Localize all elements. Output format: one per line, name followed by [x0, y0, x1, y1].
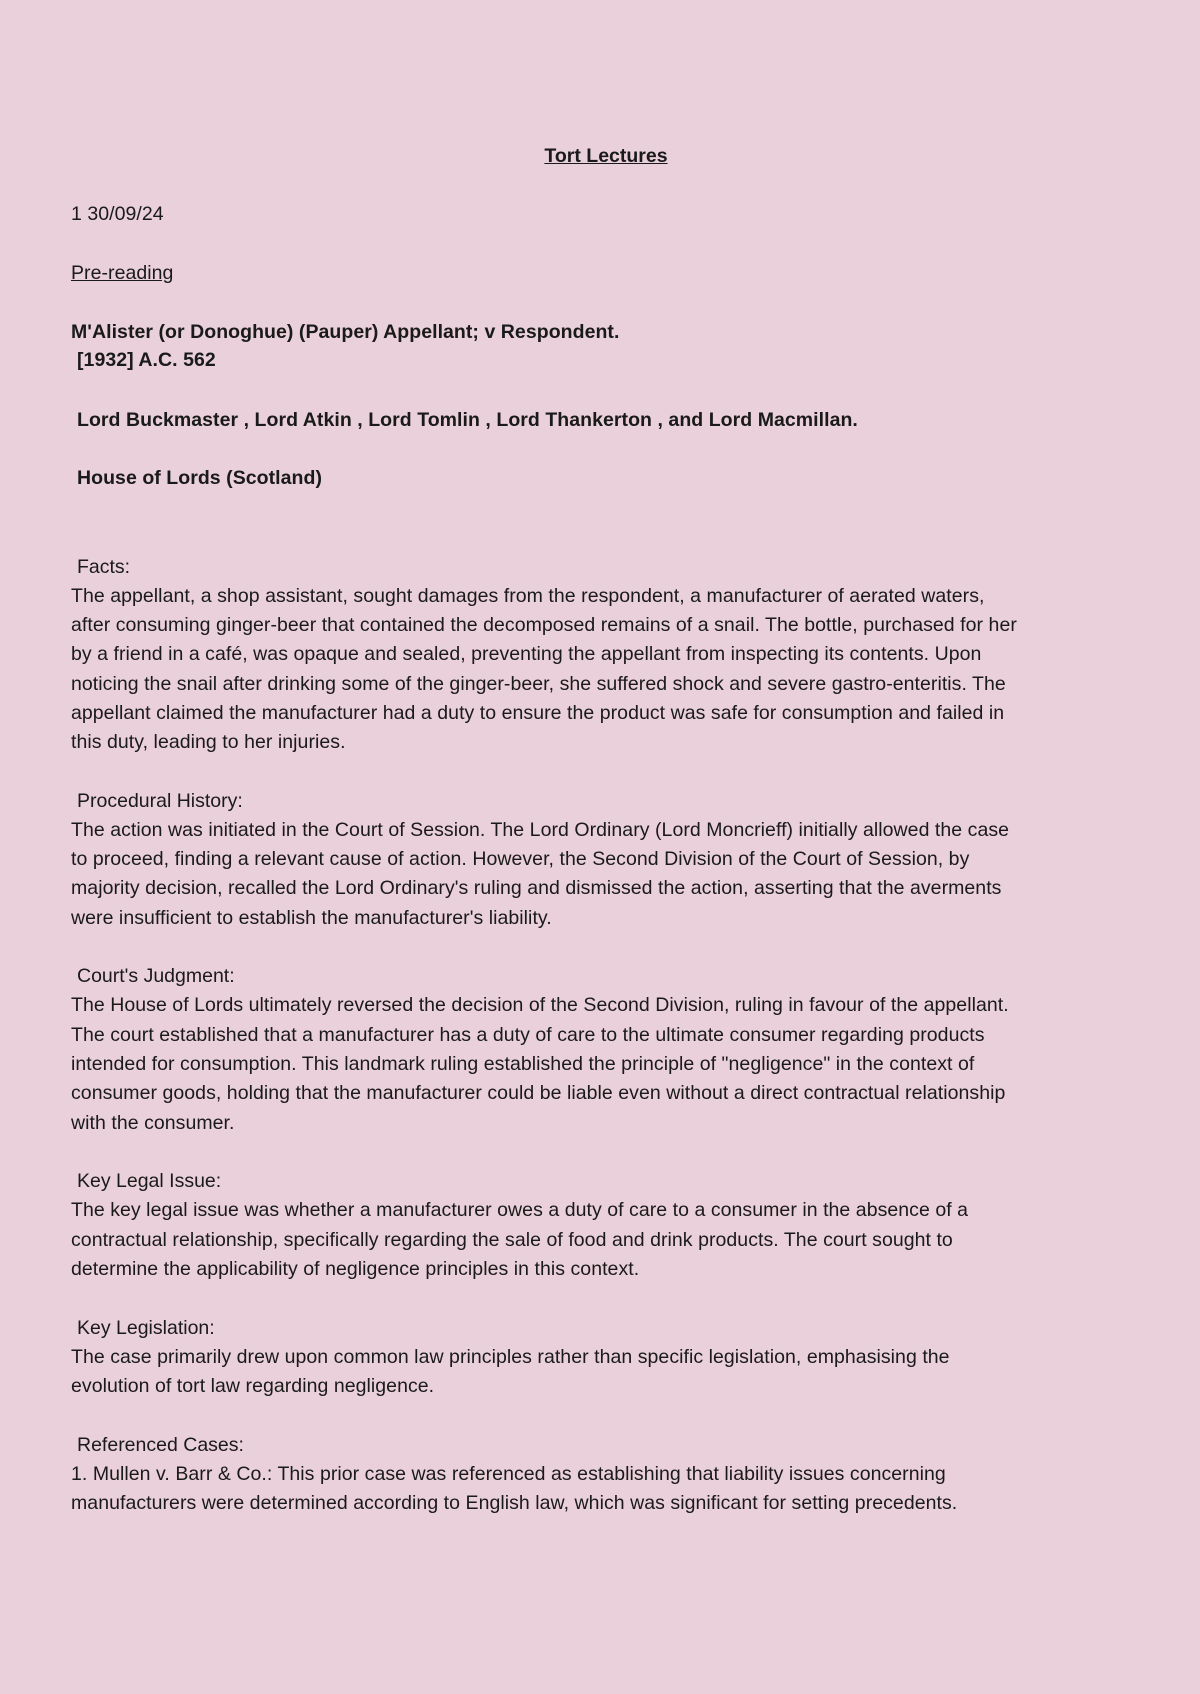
referenced-cases-line: 1. Mullen v. Barr & Co.: This prior case was referenced as establishing that liability issues concerning — [71, 1463, 946, 1485]
courts-judgment-heading: Court's Judgment: — [77, 965, 235, 987]
key-legal-issue-line: determine the applicability of negligence principles in this context. — [71, 1258, 640, 1280]
procedural-history-line: were insufficient to establish the manufacturer's liability. — [71, 907, 552, 929]
facts-line: The appellant, a shop assistant, sought damages from the respondent, a manufacturer of aerated waters, — [71, 585, 985, 607]
referenced-cases-line: manufacturers were determined according to English law, which was significant for setting precedents. — [71, 1492, 958, 1514]
lecture-date: 1 30/09/24 — [71, 203, 164, 225]
courts-judgment-line: consumer goods, holding that the manufacturer could be liable even without a direct contractual relationship — [71, 1082, 1006, 1104]
facts-line: after consuming ginger-beer that contained the decomposed remains of a snail. The bottle, purchased for her — [71, 614, 1017, 636]
key-legal-issue-line: contractual relationship, specifically regarding the sale of food and drink products. The court sought to — [71, 1229, 953, 1251]
courts-judgment-line: The House of Lords ultimately reversed the decision of the Second Division, ruling in favour of the appellant. — [71, 994, 1009, 1016]
key-legal-issue-line: The key legal issue was whether a manufacturer owes a duty of care to a consumer in the absence of a — [71, 1199, 969, 1221]
procedural-history-line: to proceed, finding a relevant cause of action. However, the Second Division of the Court of Session, by — [71, 848, 970, 870]
procedural-history-line: majority decision, recalled the Lord Ordinary's ruling and dismissed the action, asserting that the averments — [71, 877, 1002, 899]
document-page — [71, 0, 1151, 1694]
procedural-history-line: The action was initiated in the Court of Session. The Lord Ordinary (Lord Moncrieff) initially allowed the case — [71, 819, 1010, 841]
facts-heading: Facts: — [77, 556, 131, 578]
facts-line: by a friend in a café, was opaque and sealed, preventing the appellant from inspecting its contents. Upon — [71, 643, 982, 665]
courts-judgment-line: intended for consumption. This landmark ruling established the principle of "negligence" in the context of — [71, 1053, 975, 1075]
facts-line: appellant claimed the manufacturer had a duty to ensure the product was safe for consumption and failed in — [71, 702, 1005, 724]
key-legislation-line: The case primarily drew upon common law principles rather than specific legislation, emphasising the — [71, 1346, 950, 1368]
facts-line: this duty, leading to her injuries. — [71, 731, 346, 753]
key-legal-issue-heading: Key Legal Issue: — [77, 1170, 222, 1192]
pre-reading-label: Pre-reading — [71, 262, 174, 284]
case-name: M'Alister (or Donoghue) (Pauper) Appellant; v Respondent. — [71, 321, 620, 343]
courts-judgment-line: The court established that a manufacturer has a duty of care to the ultimate consumer regarding products — [71, 1024, 985, 1046]
document-title: Tort Lectures — [544, 145, 668, 167]
judges-list: Lord Buckmaster , Lord Atkin , Lord Tomlin , Lord Thankerton , and Lord Macmillan. — [77, 409, 858, 431]
key-legislation-line: evolution of tort law regarding negligence. — [71, 1375, 435, 1397]
procedural-history-heading: Procedural History: — [77, 790, 243, 812]
referenced-cases-heading: Referenced Cases: — [77, 1434, 244, 1456]
court-name: House of Lords (Scotland) — [77, 467, 322, 489]
courts-judgment-line: with the consumer. — [71, 1112, 235, 1134]
case-citation: [1932] A.C. 562 — [77, 349, 216, 371]
facts-line: noticing the snail after drinking some of the ginger-beer, she suffered shock and severe gastro-enteritis. The — [71, 673, 1006, 695]
key-legislation-heading: Key Legislation: — [77, 1317, 215, 1339]
